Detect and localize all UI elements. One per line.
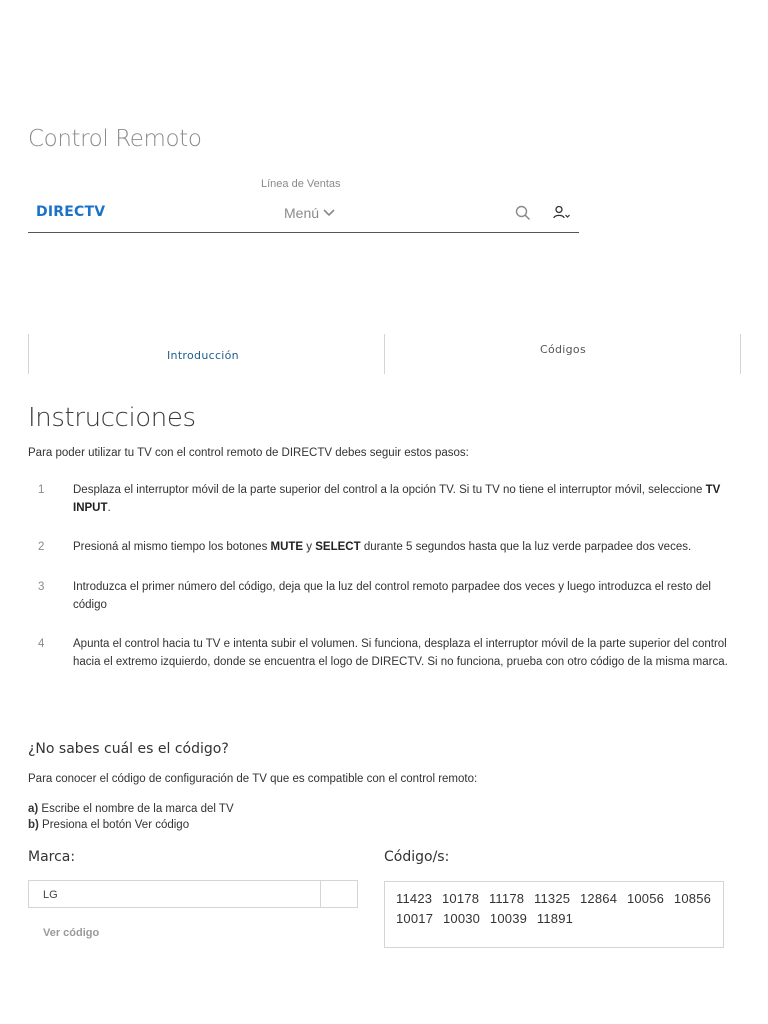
- brand-value: LG: [43, 889, 58, 901]
- codes-label: Código/s:: [384, 849, 450, 865]
- tab-label: Códigos: [540, 343, 586, 356]
- sales-line-link[interactable]: Línea de Ventas: [261, 178, 341, 190]
- step-number: 2: [38, 541, 45, 553]
- instructions-intro: Para poder utilizar tu TV con el control remoto de DIRECTV debes seguir estos pasos:: [28, 447, 469, 459]
- directv-logo[interactable]: DIRECTV: [36, 204, 106, 220]
- tab-codigos[interactable]: [385, 334, 741, 374]
- step-text: Desplaza el interruptor móvil de la parte superior del control a la opción TV. Si tu TV no tiene el interruptor móvil, seleccione TV INPUT.: [73, 484, 721, 514]
- lookup-heading: ¿No sabes cuál es el código?: [28, 741, 229, 757]
- menu-button[interactable]: [284, 205, 335, 221]
- lookup-step-a: a) Escribe el nombre de la marca del TV: [28, 803, 234, 815]
- step-number: 4: [38, 638, 45, 650]
- user-icon[interactable]: [553, 205, 571, 226]
- tab-bar: [28, 334, 742, 374]
- brand-dropdown-toggle[interactable]: [320, 881, 357, 907]
- search-icon[interactable]: [515, 205, 531, 226]
- instructions-heading: Instrucciones: [28, 403, 196, 433]
- step-text: Apunta el control hacia tu TV e intenta subir el volumen. Si funciona, desplaza el interruptor móvil de la parte superior del control hacia el extremo izquierdo, donde se encuentra el logo de DIRECTV. Si no funciona, prueba con otro código de la misma marca.: [73, 638, 728, 668]
- lookup-step-b: b) Presiona el botón Ver código: [28, 819, 190, 831]
- codes-output: [384, 881, 724, 948]
- step-text: Presioná al mismo tiempo los botones MUTE y SELECT durante 5 segundos hasta que la luz verde parpadee dos veces.: [73, 541, 692, 553]
- menu-label: Menú: [284, 205, 320, 221]
- tab-introduccion[interactable]: [28, 334, 384, 374]
- nav-divider: [28, 232, 579, 233]
- page-title: Control Remoto: [28, 126, 202, 152]
- codes-list: 11423 10178 11178 11325 12864 10056 10856 10017 10030 10039 11891: [396, 891, 712, 926]
- chevron-down-icon: [323, 209, 335, 217]
- step-number: 1: [38, 484, 45, 496]
- step-number: 3: [38, 581, 45, 593]
- brand-label: Marca:: [28, 849, 76, 865]
- ver-codigo-button[interactable]: Ver código: [43, 927, 100, 939]
- lookup-intro: Para conocer el código de configuración de TV que es compatible con el control remoto:: [28, 773, 478, 785]
- tab-label: Introducción: [167, 349, 239, 362]
- tab-divider: [740, 334, 741, 374]
- brand-input[interactable]: [28, 880, 358, 908]
- step-text: Introduzca el primer número del código, deja que la luz del control remoto parpadee dos veces y luego introduzca el resto del código: [73, 581, 711, 611]
